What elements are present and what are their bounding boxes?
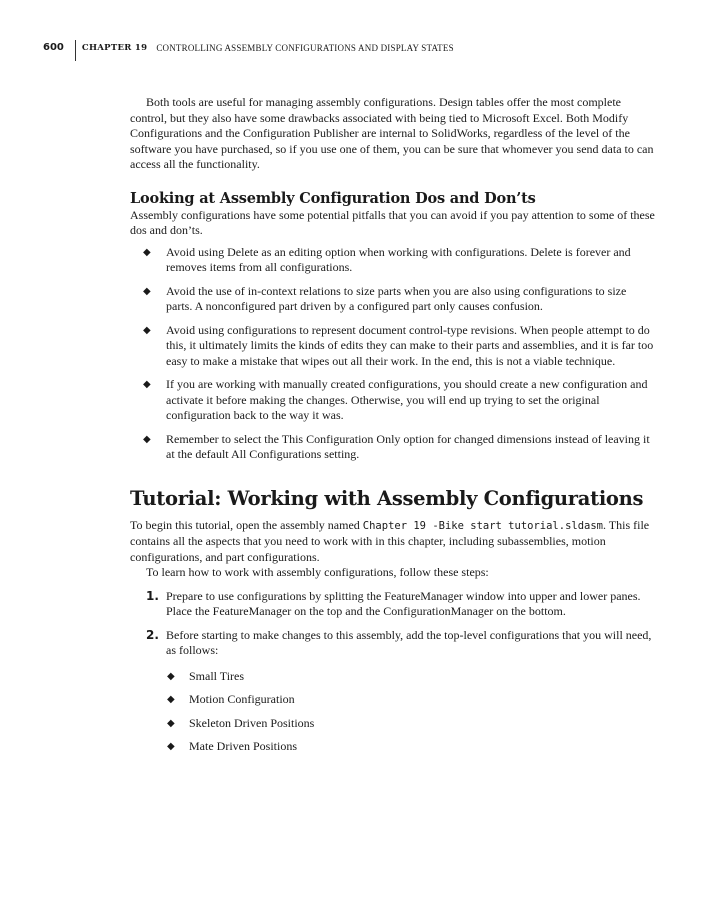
list-item bbox=[130, 323, 655, 370]
step-text: Before starting to make changes to this assembly, add the top-level configurations that you will need, as follows: bbox=[166, 627, 652, 657]
list-item bbox=[166, 716, 655, 732]
diamond-bullet-icon: ◆ bbox=[143, 246, 151, 258]
dos-donts-lead: Assembly configurations have some potential pitfalls that you can avoid if you pay attention to some of these dos and don’ts. bbox=[130, 207, 655, 237]
diamond-bullet-icon: ◆ bbox=[167, 717, 175, 729]
diamond-bullet-icon: ◆ bbox=[143, 285, 151, 297]
step-number: 1. bbox=[146, 588, 159, 603]
configuration-name: Small Tires bbox=[189, 668, 245, 683]
dos-donts-heading: Looking at Assembly Configuration Dos and Don’ts bbox=[130, 189, 536, 207]
list-item bbox=[166, 669, 655, 685]
list-item-text: If you are working with manually created configurations, you should create a new configuration and activate it before making the changes. Otherwise, you will end up trying to set the original configuration back to the way it was. bbox=[166, 377, 648, 422]
running-header bbox=[43, 42, 454, 62]
list-item bbox=[166, 739, 655, 755]
page-body bbox=[130, 95, 655, 763]
diamond-bullet-icon: ◆ bbox=[143, 433, 151, 445]
list-item-text: Remember to select the This Configuration Only option for changed dimensions instead of leaving it at the default All Configurations setting. bbox=[166, 431, 650, 461]
configuration-name: Motion Configuration bbox=[189, 692, 295, 706]
diamond-bullet-icon: ◆ bbox=[167, 670, 175, 682]
configuration-list bbox=[166, 669, 655, 755]
list-item bbox=[130, 377, 655, 424]
diamond-bullet-icon: ◆ bbox=[143, 324, 151, 336]
step-text: Prepare to use configurations by splitting the FeatureManager window into upper and lower panes. Place the FeatureManager on the top and the ConfigurationManager on the bottom. bbox=[166, 588, 641, 618]
tutorial-intro bbox=[130, 518, 655, 566]
list-item bbox=[130, 432, 655, 463]
list-item bbox=[130, 245, 655, 276]
tutorial-intro-start: To begin this tutorial, open the assembly named bbox=[130, 517, 363, 532]
list-item bbox=[166, 692, 655, 708]
diamond-bullet-icon: ◆ bbox=[167, 741, 175, 752]
configuration-name: Mate Driven Positions bbox=[189, 739, 297, 753]
page-number: 600 bbox=[43, 42, 64, 53]
intro-paragraph: Both tools are useful for managing assembly configurations. Design tables offer the most complete control, but they also have some drawbacks associated with being tied to Microsoft Excel. Both Modify Configurations and the Configuration Publisher are internal to SolidWorks, regardless of the level of the software you have purchased, so if you use one of them, you can be sure that whomever you send data to can access all the functionality. bbox=[130, 95, 654, 171]
tutorial-lead: To learn how to work with assembly configurations, follow these steps: bbox=[146, 565, 489, 579]
list-item bbox=[130, 284, 655, 315]
tutorial-steps bbox=[130, 589, 655, 755]
configuration-name: Skeleton Driven Positions bbox=[189, 715, 315, 730]
diamond-bullet-icon: ◆ bbox=[167, 694, 175, 705]
list-item-text: Avoid using configurations to represent document control-type revisions. When people attempt to do this, it ultimately limits the kinds of edits they can make to their parts and assemblies, and it is far too easy to make a mistake that wipes out all their work. In the end, this is not a viable technique. bbox=[166, 322, 654, 368]
dos-donts-list bbox=[130, 245, 655, 463]
file-name: Chapter 19 -Bike start tutorial.sldasm bbox=[362, 519, 603, 532]
list-item-text: Avoid using Delete as an editing option when working with configurations. Delete is forever and removes items from all configurations. bbox=[166, 244, 631, 274]
tutorial-heading: Tutorial: Working with Assembly Configurations bbox=[130, 486, 644, 510]
diamond-bullet-icon: ◆ bbox=[143, 379, 151, 390]
step-number: 2. bbox=[146, 627, 159, 642]
chapter-title: CONTROLLING ASSEMBLY CONFIGURATIONS AND DISPLAY STATES bbox=[156, 43, 454, 53]
step-item bbox=[130, 628, 655, 755]
chapter-label: CHAPTER 19 bbox=[81, 43, 148, 53]
step-item bbox=[130, 589, 655, 620]
list-item-text: Avoid the use of in-context relations to size parts when you are also using configurations to size parts. A nonconfigured part driven by a configured part only causes confusion. bbox=[166, 283, 627, 313]
tutorial-intro-end: . This file contains all the aspects that you need to work with in this chapter, including subassemblies, motion configurations, and part configurations. bbox=[130, 517, 650, 564]
